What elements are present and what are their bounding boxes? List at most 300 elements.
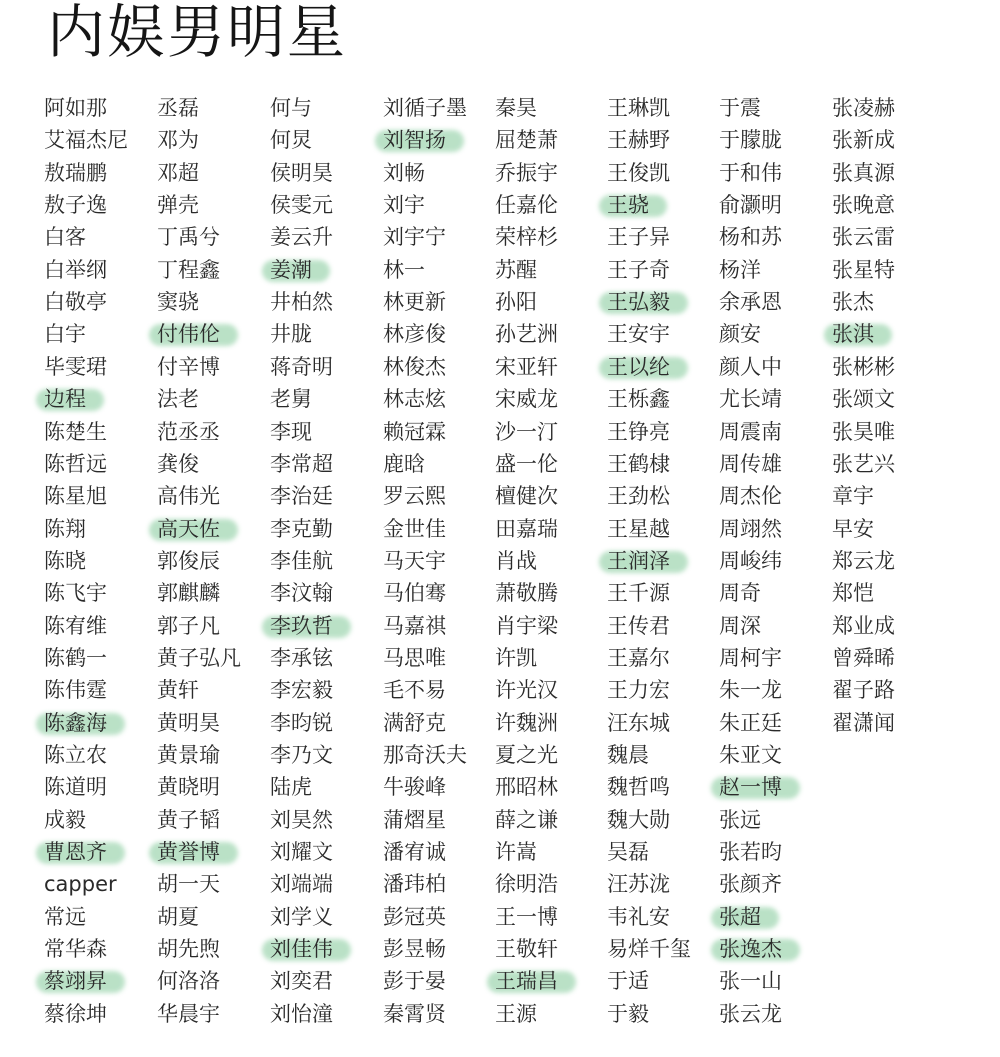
- name-text: 于适: [607, 969, 649, 994]
- name-item: [157, 124, 199, 156]
- name-text: 薛之谦: [495, 807, 558, 832]
- name-text: 何炅: [270, 128, 312, 153]
- name-text: 黄子弘凡: [157, 645, 241, 670]
- name-text: 李承铉: [270, 645, 333, 670]
- name-item: [719, 254, 761, 286]
- name-text: 杨和苏: [719, 225, 782, 250]
- name-text: 肖战: [495, 548, 537, 573]
- name-item: [832, 383, 895, 415]
- name-text: 余承恩: [719, 290, 782, 315]
- name-item: [270, 901, 333, 933]
- name-item: [270, 189, 333, 221]
- name-item: [719, 351, 782, 383]
- name-item: [832, 286, 874, 318]
- name-text: 李玖哲: [270, 613, 333, 638]
- name-text: 任嘉伦: [495, 193, 558, 218]
- name-item: [607, 707, 670, 739]
- name-item: [157, 545, 220, 577]
- name-item: [270, 448, 333, 480]
- name-item: [607, 124, 670, 156]
- name-text: 张艺兴: [832, 451, 895, 476]
- name-text: 李乃文: [270, 743, 333, 767]
- name-text: 荣梓杉: [495, 225, 558, 250]
- name-item: [719, 448, 782, 480]
- name-text: 李治廷: [270, 484, 333, 509]
- name-item: [44, 383, 86, 415]
- name-text: 郑云龙: [832, 548, 895, 573]
- name-item: [719, 124, 782, 156]
- name-text: 郑业成: [832, 613, 895, 638]
- name-item: [719, 480, 782, 512]
- name-item: [270, 513, 333, 545]
- name-item: [607, 286, 670, 318]
- name-text: 于和伟: [719, 160, 782, 185]
- name-text: 陈飞宇: [44, 581, 107, 606]
- name-text: 郭俊辰: [157, 548, 220, 573]
- name-item: [607, 610, 670, 642]
- name-text: 敖瑞鹏: [44, 160, 107, 185]
- name-item: [495, 545, 537, 577]
- name-text: 王骁: [607, 193, 649, 218]
- name-item: [44, 221, 86, 253]
- name-text: 魏大勋: [607, 807, 670, 832]
- name-item: [44, 286, 107, 318]
- name-text: 肖宇梁: [495, 613, 558, 638]
- name-text: 周翊然: [719, 516, 782, 541]
- name-text: 侯明昊: [270, 160, 333, 185]
- name-text: 王俊凯: [607, 160, 670, 185]
- name-item: [607, 513, 670, 545]
- name-text: 刘智扬: [383, 128, 446, 153]
- name-text: 白敬亭: [44, 290, 107, 315]
- name-text: 汪苏泷: [607, 872, 670, 897]
- name-text: 周柯宇: [719, 645, 782, 670]
- name-item: [44, 157, 107, 189]
- name-item: [495, 286, 537, 318]
- name-text: 朱一龙: [719, 678, 782, 703]
- name-item: [832, 707, 895, 739]
- name-item: [270, 998, 333, 1030]
- name-item: [157, 868, 220, 900]
- name-text: 张凌赫: [832, 96, 895, 120]
- name-text: 孙阳: [495, 290, 537, 315]
- name-item: [157, 286, 199, 318]
- name-text: 范丞丞: [157, 419, 220, 444]
- name-item: [44, 836, 107, 868]
- name-item: [270, 318, 312, 350]
- name-item: [383, 221, 446, 253]
- name-item: [270, 577, 333, 609]
- name-item: [719, 189, 782, 221]
- name-text: 刘学义: [270, 904, 333, 929]
- name-text: 赖冠霖: [383, 419, 446, 444]
- name-item: [157, 513, 220, 545]
- name-item: [44, 674, 107, 706]
- name-text: 张一山: [719, 969, 782, 994]
- name-item: [832, 610, 895, 642]
- name-item: [383, 92, 467, 124]
- name-text: 王星越: [607, 516, 670, 541]
- name-item: [495, 771, 558, 803]
- name-text: 刘佳伟: [270, 937, 333, 962]
- name-item: [270, 92, 312, 124]
- name-text: 许凯: [495, 645, 537, 670]
- name-item: [832, 318, 874, 350]
- name-text: 潘宥诚: [383, 840, 446, 865]
- name-item: [383, 189, 425, 221]
- name-item: [270, 124, 312, 156]
- name-text: 黄明昊: [157, 710, 220, 735]
- name-item: [270, 157, 333, 189]
- name-item: [607, 642, 670, 674]
- name-text: 魏哲鸣: [607, 775, 670, 800]
- name-item: [719, 901, 761, 933]
- name-text: 陈晓: [44, 548, 86, 573]
- name-text: 翟子路: [832, 678, 895, 703]
- name-item: [719, 383, 782, 415]
- name-item: [44, 610, 107, 642]
- name-item: [719, 92, 761, 124]
- name-item: [719, 804, 761, 836]
- name-text: 王源: [495, 1001, 537, 1026]
- name-text: 白举纲: [44, 257, 107, 282]
- name-item: [832, 416, 895, 448]
- name-text: 常远: [44, 904, 86, 929]
- name-item: [719, 286, 782, 318]
- name-text: 颜人中: [719, 354, 782, 379]
- name-item: [607, 868, 670, 900]
- name-text: 檀健次: [495, 484, 558, 509]
- name-text: 周奇: [719, 581, 761, 606]
- name-item: [383, 674, 446, 706]
- name-item: [495, 707, 558, 739]
- name-item: [44, 351, 107, 383]
- name-text: 孙艺洲: [495, 322, 558, 347]
- name-item: [607, 254, 670, 286]
- name-item: [270, 836, 333, 868]
- name-text: 张新成: [832, 128, 895, 153]
- name-item: [44, 739, 107, 771]
- name-item: [270, 868, 333, 900]
- name-text: 丞磊: [157, 96, 199, 120]
- name-text: 高伟光: [157, 484, 220, 509]
- name-text: 毕雯珺: [44, 354, 107, 379]
- name-item: [157, 933, 220, 965]
- name-item: [607, 804, 670, 836]
- name-text: 周震南: [719, 419, 782, 444]
- name-text: 田嘉瑞: [495, 516, 558, 541]
- name-item: [495, 577, 558, 609]
- name-text: 彭于晏: [383, 969, 446, 994]
- name-text: 王栎鑫: [607, 387, 670, 412]
- name-item: [495, 836, 537, 868]
- name-item: [270, 771, 312, 803]
- name-item: [383, 351, 446, 383]
- name-text: 李昀锐: [270, 710, 333, 735]
- name-item: [607, 351, 670, 383]
- name-item: [719, 965, 782, 997]
- name-item: [495, 998, 537, 1030]
- name-item: [495, 901, 558, 933]
- name-text: 牛骏峰: [383, 775, 446, 800]
- name-text: 陈楚生: [44, 419, 107, 444]
- name-item: [383, 448, 425, 480]
- name-item: [383, 416, 446, 448]
- name-item: [383, 998, 446, 1030]
- name-text: 丁禹兮: [157, 225, 220, 250]
- name-text: 刘昊然: [270, 807, 333, 832]
- name-text: 丁程鑫: [157, 257, 220, 282]
- name-item: [44, 771, 107, 803]
- name-item: [607, 577, 670, 609]
- name-item: [607, 92, 670, 124]
- name-item: [719, 998, 782, 1030]
- name-item: [495, 480, 558, 512]
- name-text: 沙一汀: [495, 419, 558, 444]
- name-item: [719, 545, 782, 577]
- name-text: 陈伟霆: [44, 678, 107, 703]
- name-item: [719, 868, 782, 900]
- name-item: [157, 157, 199, 189]
- name-text: 杨洋: [719, 257, 761, 282]
- name-text: 王敬轩: [495, 937, 558, 962]
- name-item: [719, 836, 782, 868]
- name-item: [157, 448, 199, 480]
- name-item: [383, 739, 467, 771]
- name-text: 乔振宇: [495, 160, 558, 185]
- name-item: [495, 383, 558, 415]
- page-title: 内娱男明星: [47, 0, 348, 66]
- name-text: 胡先煦: [157, 937, 220, 962]
- name-item: [495, 610, 558, 642]
- name-text: 李佳航: [270, 548, 333, 573]
- name-item: [383, 480, 446, 512]
- name-item: [383, 577, 446, 609]
- name-text: 胡夏: [157, 904, 199, 929]
- name-item: [832, 480, 874, 512]
- name-item: [832, 221, 895, 253]
- name-item: [495, 92, 537, 124]
- name-text: 彭昱畅: [383, 937, 446, 962]
- name-text: 郭子凡: [157, 613, 220, 638]
- name-text: 王铮亮: [607, 419, 670, 444]
- name-item: [157, 707, 220, 739]
- name-text: 白宇: [44, 322, 86, 347]
- name-text: 井柏然: [270, 290, 333, 315]
- name-item: [832, 577, 874, 609]
- name-item: [157, 998, 220, 1030]
- name-item: [832, 513, 874, 545]
- name-item: [383, 836, 446, 868]
- name-text: 毛不易: [383, 678, 446, 703]
- name-item: [383, 545, 446, 577]
- name-item: [719, 318, 761, 350]
- name-item: [157, 739, 220, 771]
- name-text: 李常超: [270, 451, 333, 476]
- name-item: [44, 998, 107, 1030]
- name-text: 许魏洲: [495, 710, 558, 735]
- name-item: [383, 318, 446, 350]
- name-item: [270, 221, 333, 253]
- name-item: [607, 189, 649, 221]
- name-item: [270, 965, 333, 997]
- name-text: 王以纶: [607, 354, 670, 379]
- name-text: 张淇: [832, 322, 874, 347]
- name-item: [157, 480, 220, 512]
- name-text: 王润泽: [607, 548, 670, 573]
- name-text: 王子奇: [607, 257, 670, 282]
- name-item: [832, 189, 895, 221]
- name-text: 蔡徐坤: [44, 1001, 107, 1026]
- name-text: 马伯骞: [383, 581, 446, 606]
- name-text: 林一: [383, 257, 425, 282]
- name-item: [719, 513, 782, 545]
- name-text: 白客: [44, 225, 86, 250]
- name-item: [383, 965, 446, 997]
- name-text: 赵一博: [719, 775, 782, 800]
- name-item: [383, 254, 425, 286]
- name-item: [383, 610, 446, 642]
- name-item: [832, 674, 895, 706]
- name-item: [719, 642, 782, 674]
- name-item: [719, 416, 782, 448]
- name-item: [607, 448, 670, 480]
- name-item: [44, 480, 107, 512]
- name-item: [157, 642, 241, 674]
- name-text: 郑恺: [832, 581, 874, 606]
- name-item: [270, 416, 312, 448]
- name-item: [44, 933, 107, 965]
- name-text: 龚俊: [157, 451, 199, 476]
- name-text: 李宏毅: [270, 678, 333, 703]
- name-text: 法老: [157, 387, 199, 412]
- name-text: 张真源: [832, 160, 895, 185]
- name-item: [157, 318, 220, 350]
- name-item: [607, 965, 649, 997]
- name-text: 刘宇宁: [383, 225, 446, 250]
- name-item: [44, 513, 86, 545]
- name-text: 蒋奇明: [270, 354, 333, 379]
- name-text: 颜安: [719, 322, 761, 347]
- name-text: 易烊千玺: [607, 937, 691, 962]
- name-text: 陈哲远: [44, 451, 107, 476]
- name-text: 张晚意: [832, 193, 895, 218]
- name-item: [832, 92, 895, 124]
- name-text: 弹壳: [157, 193, 199, 218]
- name-text: 王瑞昌: [495, 969, 558, 994]
- name-text: 周传雄: [719, 451, 782, 476]
- name-text: 张远: [719, 807, 761, 832]
- name-text: 吴磊: [607, 840, 649, 865]
- name-item: [270, 545, 333, 577]
- name-item: [607, 416, 670, 448]
- name-text: 夏之光: [495, 743, 558, 767]
- name-text: 马天宇: [383, 548, 446, 573]
- name-text: 林更新: [383, 290, 446, 315]
- name-text: 何洛洛: [157, 969, 220, 994]
- name-text: 屈楚萧: [495, 128, 558, 153]
- name-text: 朱正廷: [719, 710, 782, 735]
- name-text: 秦霄贤: [383, 1001, 446, 1026]
- name-text: 于朦胧: [719, 128, 782, 153]
- name-item: [495, 221, 558, 253]
- name-text: 周深: [719, 613, 761, 638]
- name-item: [719, 157, 782, 189]
- name-item: [44, 92, 107, 124]
- name-text: 于震: [719, 96, 761, 120]
- name-item: [607, 998, 649, 1030]
- name-item: [719, 739, 782, 771]
- name-item: [157, 416, 220, 448]
- name-text: 萧敬腾: [495, 581, 558, 606]
- name-text: 罗云熙: [383, 484, 446, 509]
- name-text: 张星特: [832, 257, 895, 282]
- name-text: 黄誉博: [157, 840, 220, 865]
- name-text: 盛一伦: [495, 451, 558, 476]
- name-text: 王千源: [607, 581, 670, 606]
- name-text: 张颜齐: [719, 872, 782, 897]
- name-text: 邓为: [157, 128, 199, 153]
- name-text: 彭冠英: [383, 904, 446, 929]
- name-item: [719, 674, 782, 706]
- name-item: [495, 674, 558, 706]
- name-item: [157, 254, 220, 286]
- name-item: [495, 318, 558, 350]
- name-item: [157, 674, 199, 706]
- name-text: 王赫野: [607, 128, 670, 153]
- name-item: [270, 383, 312, 415]
- name-item: [719, 771, 782, 803]
- name-text: 老舅: [270, 387, 312, 412]
- name-item: [832, 351, 895, 383]
- name-item: [44, 545, 86, 577]
- name-text: 阿如那: [44, 96, 107, 120]
- name-text: 敖子逸: [44, 193, 107, 218]
- name-item: [157, 383, 199, 415]
- name-item: [495, 189, 558, 221]
- name-text: 刘怡潼: [270, 1001, 333, 1026]
- name-text: 早安: [832, 516, 874, 541]
- name-text: 陆虎: [270, 775, 312, 800]
- name-item: [157, 351, 220, 383]
- name-text: 李汶翰: [270, 581, 333, 606]
- name-item: [607, 545, 670, 577]
- name-text: 刘宇: [383, 193, 425, 218]
- name-item: [495, 933, 558, 965]
- name-item: [832, 254, 895, 286]
- name-text: 张若昀: [719, 840, 782, 865]
- name-item: [44, 804, 86, 836]
- name-text: 付伟伦: [157, 322, 220, 347]
- name-text: 李现: [270, 419, 312, 444]
- name-text: 高天佐: [157, 516, 220, 541]
- name-text: 刘奕君: [270, 969, 333, 994]
- name-item: [495, 804, 558, 836]
- name-text: 成毅: [44, 807, 86, 832]
- name-text: 韦礼安: [607, 904, 670, 929]
- name-text: 张颂文: [832, 387, 895, 412]
- name-item: [607, 157, 670, 189]
- name-item: [495, 965, 558, 997]
- name-item: [832, 448, 895, 480]
- name-text: 许嵩: [495, 840, 537, 865]
- name-text: 潘玮柏: [383, 872, 446, 897]
- name-item: [270, 610, 333, 642]
- name-item: [495, 868, 558, 900]
- name-text: 王鹤棣: [607, 451, 670, 476]
- name-item: [607, 383, 670, 415]
- name-item: [719, 933, 782, 965]
